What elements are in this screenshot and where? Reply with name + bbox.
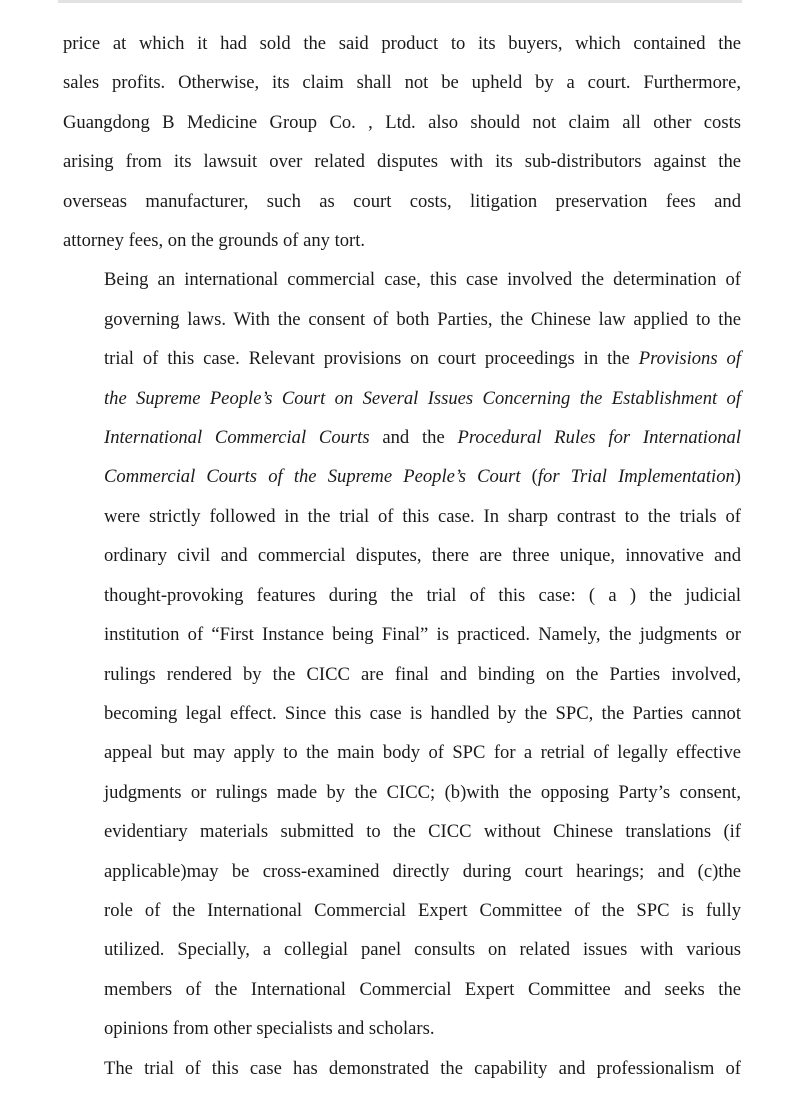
- procedural-rules-title-part: Commercial Courts of the Supreme People’s Court: [104, 466, 521, 488]
- text-line: applicable)may be cross-examined directly during court hearings; and (c)the: [104, 860, 741, 882]
- text-line: [63, 339, 741, 378]
- text-line: The trial of this case has demonstrated the capability and professionalism of: [104, 1057, 741, 1079]
- text-line: rulings rendered by the CICC are final and binding on the Parties involved,: [104, 663, 741, 685]
- text-line: Being an international commercial case, this case involved the determination of: [104, 269, 741, 291]
- text-line: [63, 418, 741, 457]
- provisions-title-part: International Commercial Courts: [104, 427, 370, 449]
- text-line: evidentiary materials submitted to the CICC without Chinese translations (if: [104, 821, 741, 843]
- text-line: governing laws. With the consent of both Parties, the Chinese law applied to the: [104, 308, 741, 330]
- procedural-rules-subtitle: for Trial Implementation: [537, 466, 735, 488]
- text-line: opinions from other specialists and scholars.: [104, 1018, 435, 1040]
- text-line: utilized. Specially, a collegial panel consults on related issues with various: [104, 939, 741, 961]
- text-line: attorney fees, on the grounds of any tort.: [63, 230, 366, 252]
- text-line: price at which it had sold the said product to its buyers, which contained the: [63, 33, 741, 54]
- text-run: (: [520, 466, 538, 488]
- text-run: ): [734, 466, 741, 488]
- provisions-title-part: Provisions of: [638, 348, 741, 370]
- text-line: arising from its lawsuit over related disputes with its sub-distributors against the: [63, 151, 741, 173]
- text-run: and the: [369, 427, 458, 449]
- paragraph-trial-capability: [63, 1049, 741, 1088]
- text-line: role of the International Commercial Expert Committee of the SPC is fully: [104, 899, 741, 921]
- text-run: trial of this case. Relevant provisions on court proceedings in the: [104, 348, 639, 370]
- top-rule: [58, 0, 742, 3]
- text-line: institution of “First Instance being Final” is practiced. Namely, the judgments or: [104, 624, 741, 646]
- text-line: were strictly followed in the trial of this case. In sharp contrast to the trials of: [104, 505, 741, 527]
- text-line: ordinary civil and commercial disputes, there are three unique, innovative and: [104, 545, 741, 567]
- paragraph-governing-law: [63, 260, 741, 1048]
- text-line: thought-provoking features during the trial of this case: ( a ) the judicial: [104, 584, 741, 606]
- paragraph-damages-claim: [63, 24, 741, 260]
- document-page: [63, 24, 741, 1088]
- procedural-rules-title-part: Procedural Rules for International: [457, 427, 742, 449]
- text-line: [63, 379, 741, 418]
- text-line: sales profits. Otherwise, its claim shall not be upheld by a court. Furthermore,: [63, 72, 741, 94]
- text-line: becoming legal effect. Since this case is handled by the SPC, the Parties cannot: [104, 702, 741, 724]
- provisions-title-part: the Supreme People’s Court on Several Issues Concerning the Establishment of: [104, 387, 741, 409]
- text-line: Guangdong B Medicine Group Co. , Ltd. also should not claim all other costs: [63, 111, 741, 133]
- text-line: [63, 457, 741, 496]
- text-line: appeal but may apply to the main body of SPC for a retrial of legally effective: [104, 742, 741, 764]
- text-line: overseas manufacturer, such as court costs, litigation preservation fees and: [63, 190, 741, 212]
- text-line: members of the International Commercial Expert Committee and seeks the: [104, 978, 741, 1000]
- text-line: judgments or rulings made by the CICC; (b)with the opposing Party’s consent,: [104, 781, 741, 803]
